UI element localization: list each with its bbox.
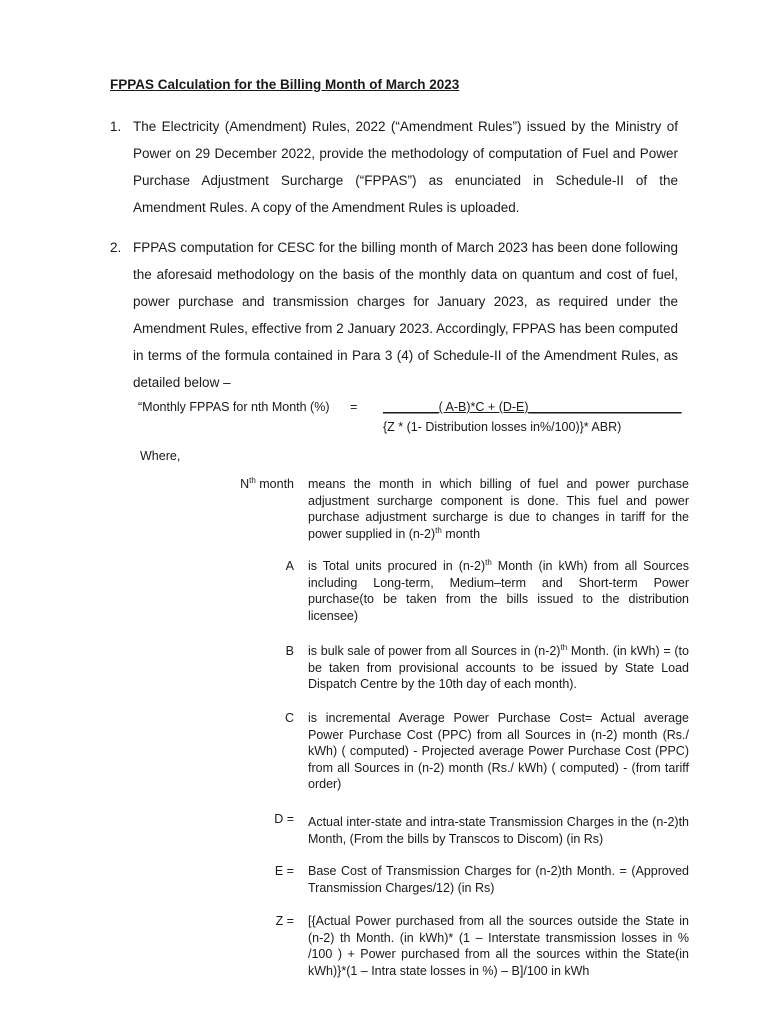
definition-term: B — [285, 644, 294, 658]
definition-text: is bulk sale of power from all Sources in $(n-2)^{th}$ Month. (in kWh) = (to be taken from provisional accounts to be issued by State Load Dispatch Centre by the 10th day of each month). — [308, 642, 689, 691]
formula-lhs: “Monthly FPPAS for nth Month (%) — [138, 400, 330, 414]
definition-term: A — [285, 559, 294, 573]
paragraph-2 — [110, 234, 678, 396]
definition-term: C — [284, 711, 294, 725]
where-label: Where, — [140, 449, 181, 463]
definition-term: E = — [274, 864, 294, 878]
paragraph-text: FPPAS computation for CESC for the billing month of March 2023 has been done following the aforesaid methodology on the basis of the monthly data on quantum and cost of fuel, power purchase and transmission charges for January 2023, as required under the Amendment Rules, effective from 2 January 2023. Accordingly, FPPAS has been computed in terms of the formula contained in Para 3 (4) of Schedule-II of the Amendment Rules, as detailed below – — [133, 240, 678, 390]
formula-equals: = — [350, 400, 358, 414]
formula-numerator: ________( A-B)*C + (D-E)______________________ — [383, 400, 682, 414]
paragraph-text: The Electricity (Amendment) Rules, 2022 (“Amendment Rules”) issued by the Ministry of Power on 29 December 2022, provide the methodology of computation of Fuel and Power Purchase Adjustment Surcharge (“FPPAS”) as enunciated in Schedule-II of the Amendment Rules. A copy of the Amendment Rules is uploaded. — [133, 119, 678, 215]
definition-text: Base Cost of Transmission Charges for (n-2)th Month. = (Approved Transmission Charges/12) (in Rs) — [308, 864, 689, 895]
definition-text: is Total units procured in $(n-2)^{th}$ Month (in kWh) from all Sources including Long-term, Medium–term and Short-term Power purchase(to be taken from the bills issued to the distribution licensee) — [308, 557, 689, 623]
definition-text: [{Actual Power purchased from all the sources outside the State in (n-2) th Month. (in kWh)* (1 – Interstate transmission losses in % /100 ) + Power purchased from all the sources within the State(in kWh)}*(1 – Intra state losses in %) – B]/100 in kWh — [308, 914, 689, 978]
formula-denominator: {Z * (1- Distribution losses in%/100)}* ABR) — [383, 420, 622, 434]
paragraph-number: 1. — [110, 119, 122, 134]
document-title: FPPAS Calculation for the Billing Month of March 2023 — [110, 77, 460, 92]
definition-text: means the month in which billing of fuel and power purchase adjustment surcharge component is done. This fuel and power purchase adjustment surcharge is due to changes in tariff for the power supplied in $(n-2)^{th}$ month — [308, 477, 689, 541]
definition-text: Actual inter-state and intra-state Transmission Charges in the (n-2)th Month, (From the bills by Transcos to Discom) (in Rs) — [308, 815, 689, 846]
definition-term: $N^{th}$ month — [240, 475, 294, 491]
definition-term: Z = — [275, 914, 294, 928]
definition-text: is incremental Average Power Purchase Cost= Actual average Power Purchase Cost (PPC) from all Sources in (n-2) month (Rs./ kWh) ( computed) - Projected average Power Purchase Cost (PPC) from all Sources in (n-2) month (Rs./ kWh) ( computed) - (from tariff order) — [308, 711, 689, 791]
paragraph-1 — [110, 113, 678, 221]
paragraph-number: 2. — [110, 240, 122, 255]
definition-term: D = — [274, 812, 294, 826]
